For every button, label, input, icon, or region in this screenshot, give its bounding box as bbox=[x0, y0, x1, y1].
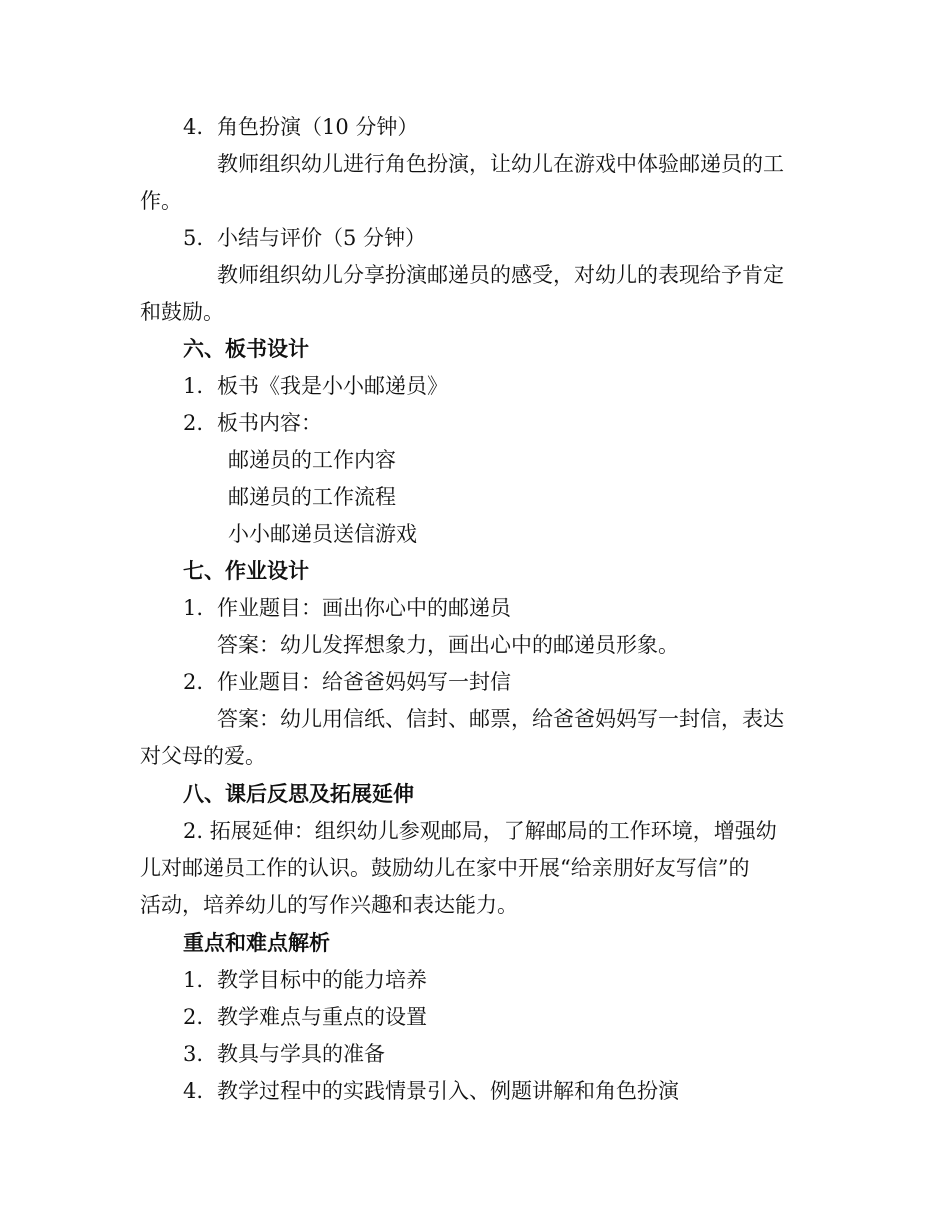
board-content-line: 邮递员的工作内容 bbox=[228, 448, 396, 472]
paragraph-line: 儿对邮递员工作的认识。鼓励幼儿在家中开展“给亲朋好友写信”的 bbox=[140, 856, 750, 880]
section-heading: 八、课后反思及拓展延伸 bbox=[183, 781, 414, 806]
list-item bbox=[183, 1078, 679, 1104]
list-number: 2. bbox=[183, 670, 204, 694]
list-text: 作业题目：画出你心中的邮递员 bbox=[217, 596, 511, 620]
list-item bbox=[183, 595, 511, 621]
list-number: 2. bbox=[183, 1005, 204, 1029]
answer-line: 答案：幼儿发挥想象力，画出心中的邮递员形象。 bbox=[217, 633, 679, 657]
list-item bbox=[183, 967, 427, 993]
list-number: 4. bbox=[183, 115, 204, 139]
paragraph-line: 2. 拓展延伸：组织幼儿参观邮局，了解邮局的工作环境，增强幼 bbox=[183, 819, 777, 843]
list-item bbox=[183, 373, 448, 399]
list-item bbox=[183, 225, 426, 251]
board-content-line: 邮递员的工作流程 bbox=[228, 485, 396, 509]
list-text: 教具与学具的准备 bbox=[217, 1042, 385, 1066]
list-number: 1. bbox=[183, 374, 204, 398]
paragraph-line: 作。 bbox=[140, 189, 182, 213]
list-item bbox=[183, 669, 511, 695]
list-number: 1. bbox=[183, 968, 204, 992]
list-text: 作业题目：给爸爸妈妈写一封信 bbox=[217, 670, 511, 694]
list-text: 教学难点与重点的设置 bbox=[217, 1005, 427, 1029]
paragraph-line: 教师组织幼儿分享扮演邮递员的感受，对幼儿的表现给予肯定 bbox=[217, 263, 784, 287]
paragraph-line: 和鼓励。 bbox=[140, 300, 224, 324]
section-heading: 六、板书设计 bbox=[183, 336, 309, 361]
section-heading: 重点和难点解析 bbox=[183, 930, 330, 955]
list-text: 角色扮演（10 分钟） bbox=[217, 115, 419, 139]
list-number: 4. bbox=[183, 1079, 204, 1103]
list-text: 板书内容： bbox=[217, 411, 322, 435]
list-number: 5. bbox=[183, 226, 204, 250]
section-heading: 七、作业设计 bbox=[183, 558, 309, 583]
list-text: 教学过程中的实践情景引入、例题讲解和角色扮演 bbox=[217, 1079, 679, 1103]
answer-line: 答案：幼儿用信纸、信封、邮票，给爸爸妈妈写一封信，表达 bbox=[217, 707, 784, 731]
list-text: 教学目标中的能力培养 bbox=[217, 968, 427, 992]
paragraph-line: 活动，培养幼儿的写作兴趣和表达能力。 bbox=[140, 893, 518, 917]
list-number: 2. bbox=[183, 411, 204, 435]
list-text: 小结与评价（5 分钟） bbox=[217, 226, 427, 250]
answer-line: 对父母的爱。 bbox=[140, 744, 266, 768]
list-item bbox=[183, 410, 322, 436]
list-item bbox=[183, 1004, 427, 1030]
list-item bbox=[183, 1041, 385, 1067]
list-number: 1. bbox=[183, 596, 204, 620]
list-item bbox=[183, 114, 418, 140]
list-number: 3. bbox=[183, 1042, 204, 1066]
paragraph-line: 教师组织幼儿进行角色扮演，让幼儿在游戏中体验邮递员的工 bbox=[217, 152, 784, 176]
board-content-line: 小小邮递员送信游戏 bbox=[228, 522, 417, 546]
list-text: 板书《我是小小邮递员》 bbox=[217, 374, 448, 398]
